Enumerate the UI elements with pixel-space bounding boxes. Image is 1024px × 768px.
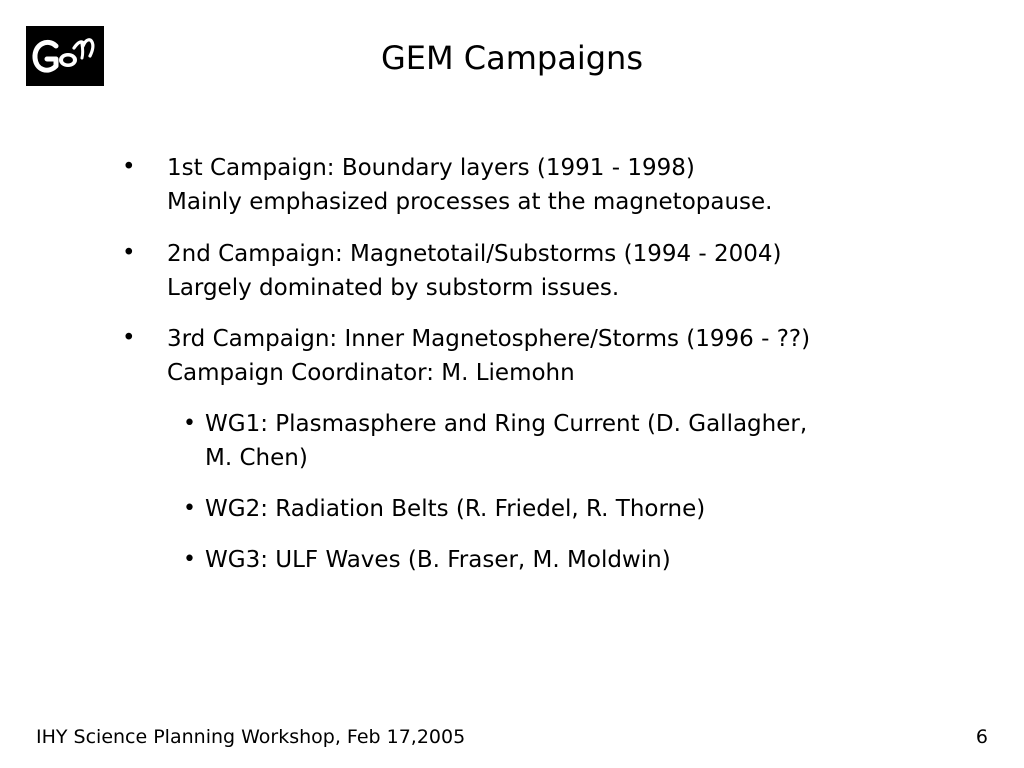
- working-group-1-line2: M. Chen): [205, 445, 308, 471]
- campaign-1-heading: 1st Campaign: Boundary layers (1991 - 1998): [167, 155, 695, 181]
- working-group-2-line1: WG2: Radiation Belts (R. Friedel, R. Thorne): [205, 496, 706, 522]
- sub-bullet-1: •: [183, 411, 196, 436]
- working-group-2: [205, 492, 905, 526]
- sub-bullet-3: •: [183, 547, 196, 572]
- campaign-3-detail: Campaign Coordinator: M. Liemohn: [167, 360, 575, 386]
- working-group-3: [205, 543, 905, 577]
- working-group-1: [205, 407, 905, 475]
- bullet-3: •: [122, 325, 136, 351]
- footer-text: IHY Science Planning Workshop, Feb 17,2005: [36, 726, 466, 748]
- campaign-3: [167, 322, 907, 390]
- campaign-1-detail: Mainly emphasized processes at the magnetopause.: [167, 189, 773, 215]
- campaign-3-heading: 3rd Campaign: Inner Magnetosphere/Storms (1996 - ??): [167, 326, 811, 352]
- sub-bullet-2: •: [183, 496, 196, 521]
- bullet-1: •: [122, 154, 136, 180]
- campaign-2: [167, 237, 907, 305]
- bullet-2: •: [122, 240, 136, 266]
- working-group-3-line1: WG3: ULF Waves (B. Fraser, M. Moldwin): [205, 547, 671, 573]
- slide-title: GEM Campaigns: [381, 39, 643, 77]
- campaign-1: [167, 151, 907, 219]
- page-number: 6: [975, 726, 988, 748]
- working-group-1-line1: WG1: Plasmasphere and Ring Current (D. Gallagher,: [205, 411, 808, 437]
- campaign-2-heading: 2nd Campaign: Magnetotail/Substorms (1994 - 2004): [167, 241, 782, 267]
- campaign-2-detail: Largely dominated by substorm issues.: [167, 275, 620, 301]
